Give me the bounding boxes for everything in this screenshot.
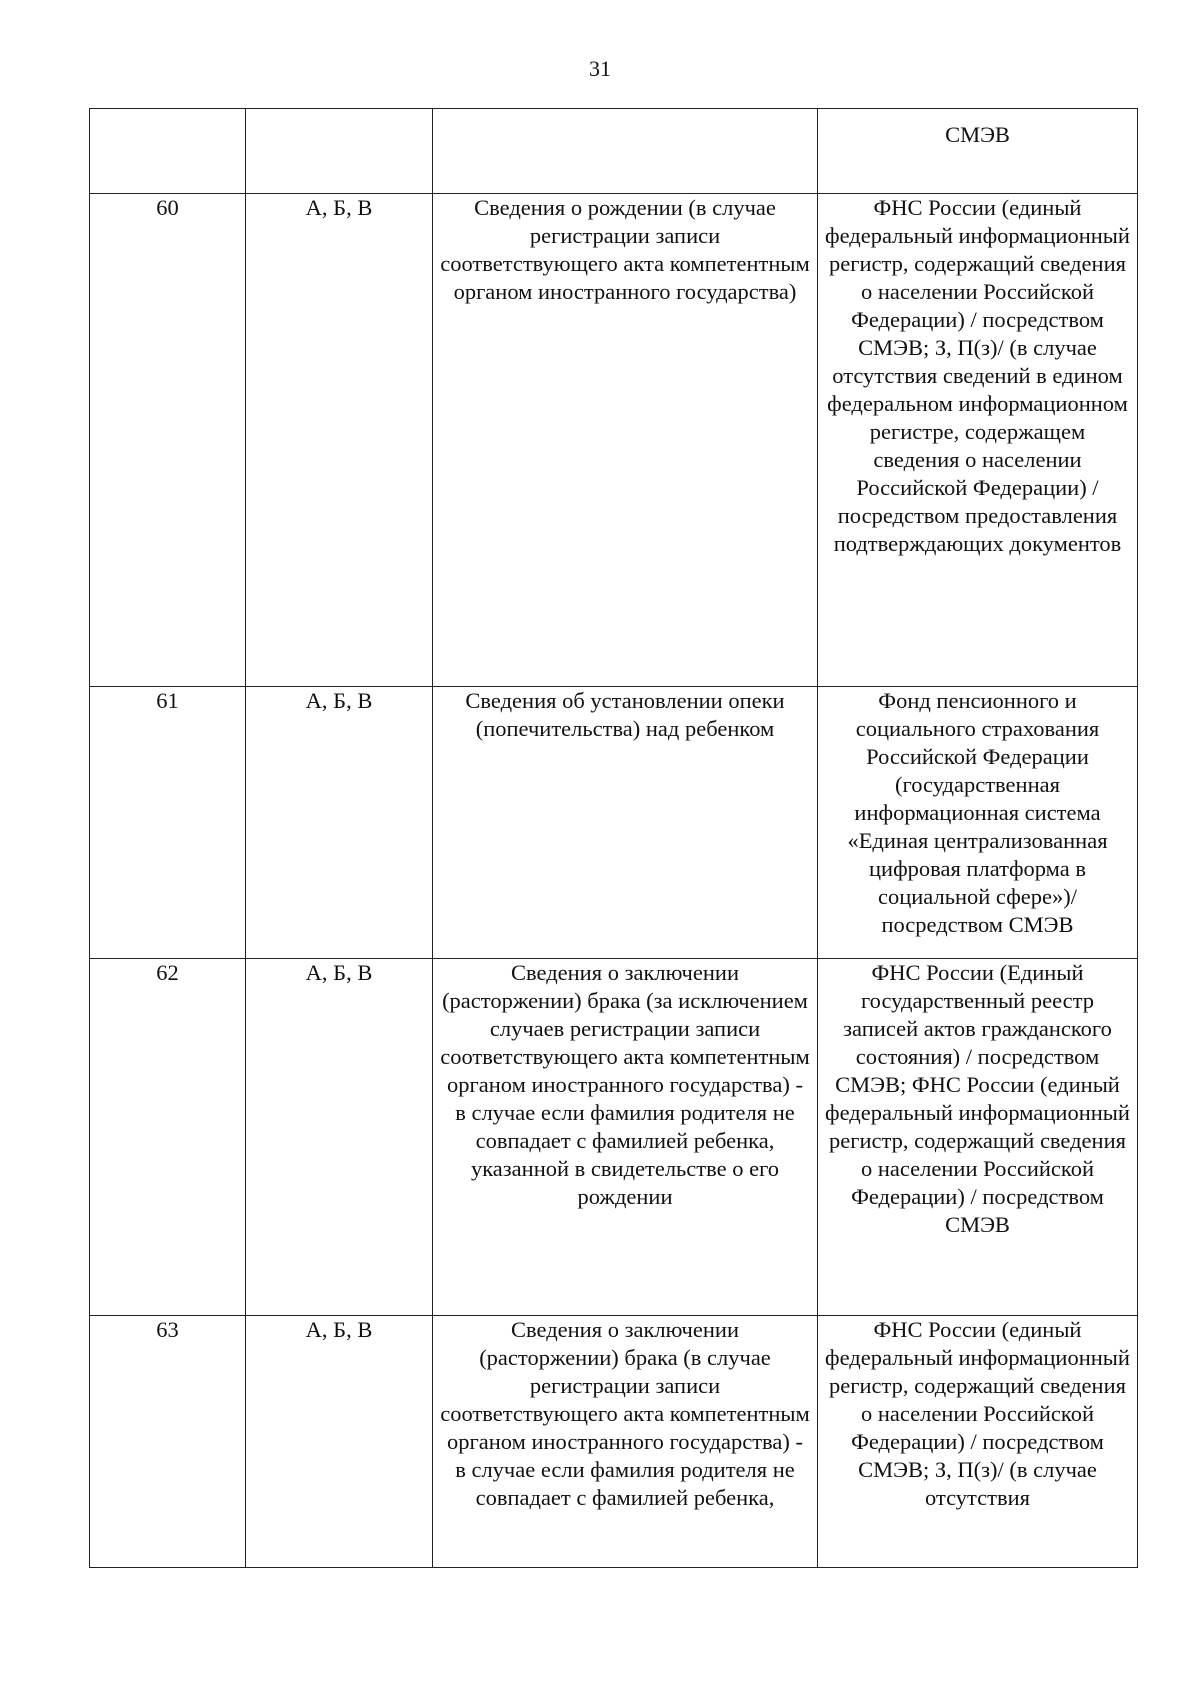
row-source: ФНС России (Единый государственный реестр записей актов гражданского состояния) / посредством СМЭВ; ФНС России (единый федеральный информационный регистр, содержащий сведения о населении Российской Федерации) / посредством СМЭВ [818,959,1138,1316]
row-info: Сведения об установлении опеки (попечительства) над ребенком [433,687,818,959]
row-categories: А, Б, В [246,1316,433,1568]
row-categories: А, Б, В [246,959,433,1316]
row-number: 62 [90,959,246,1316]
row-info: Сведения о заключении (расторжении) брака (в случае регистрации записи соответствующего акта компетентным органом иностранного государства) - в случае если фамилия родителя не совпадает с фамилией ребенка, [433,1316,818,1568]
page-number: 31 [589,56,611,81]
row-number: 60 [90,194,246,687]
row-categories: А, Б, В [246,194,433,687]
table-row [90,687,1138,959]
row-number: 61 [90,687,246,959]
row-info: Сведения о рождении (в случае регистрации записи соответствующего акта компетентным органом иностранного государства) [433,194,818,687]
row-info: Сведения о заключении (расторжении) брака (за исключением случаев регистрации записи соответствующего акта компетентным органом иностранного государства) - в случае если фамилия родителя не совпадает с фамилией ребенка, указанной в свидетельстве о его рождении [433,959,818,1316]
document-table [89,108,1138,1568]
table-row [90,1316,1138,1568]
row-source: Фонд пенсионного и социального страхования Российской Федерации (государственная информационная система «Единая централизованная цифровая платформа в социальной сфере»)/посредством СМЭВ [818,687,1138,959]
row-number: 63 [90,1316,246,1568]
row-source: ФНС России (единый федеральный информационный регистр, содержащий сведения о населении Российской Федерации) / посредством СМЭВ; З, П(з)/ (в случае отсутствия [818,1316,1138,1568]
table-row [90,959,1138,1316]
row-source: ФНС России (единый федеральный информационный регистр, содержащий сведения о населении Российской Федерации) / посредством СМЭВ; З, П(з)/ (в случае отсутствия сведений в едином федеральном информационном регистре, содержащем сведения о населении Российской Федерации) / посредством предоставления подтверждающих документов [818,194,1138,687]
cell-number [90,109,246,194]
table-row-continuation [90,109,1138,194]
cell-categories [246,109,433,194]
cell-source: СМЭВ [818,109,1138,194]
table-row [90,194,1138,687]
cell-info [433,109,818,194]
row-categories: А, Б, В [246,687,433,959]
